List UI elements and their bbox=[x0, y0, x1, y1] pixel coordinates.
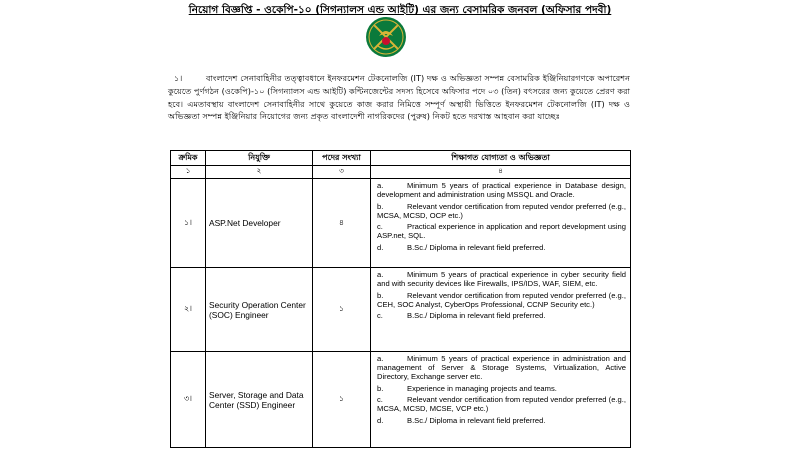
header-post-count: পদের সংখ্যা bbox=[313, 151, 371, 166]
requirement-item: c. Practical experience in application and report development using ASP.net, SQL. bbox=[377, 222, 626, 241]
post-count: ১ bbox=[313, 352, 371, 448]
requirements-cell bbox=[371, 268, 631, 352]
requirement-item: a. Minimum 5 years of practical experience in administration and management of Server & Storage Systems, Virtualization, Active Directory, Exchange server etc. bbox=[377, 354, 626, 381]
row-serial: ৩। bbox=[171, 352, 206, 448]
table-row bbox=[171, 268, 631, 352]
army-emblem-icon bbox=[365, 16, 407, 58]
requirements-cell bbox=[371, 352, 631, 448]
intro-text: বাংলাদেশ সেনাবাহিনীর তত্ত্বাবধানে ইনফরমেশন টেকনোলজি (IT) দক্ষ ও অভিজ্ঞতা সম্পন্ন বেসামরিক ইঞ্জিনিয়ারগণকে অপারেশন কুয়েতে পুর্ণগঠন (ওকেপি)-১০ (সিগন্যালস এন্ড আইটি) কন্টিনজেন্টের সদস্য হিসেবে অফিসার পদে ০৩ (তিন) বৎসরের জন্য কুয়েতে প্রেরণ করা হবে। এমতাবস্থায় বাংলাদেশ সেনাবাহিনীর সাথে কুয়েতে কাজ করার নিমিত্তে সম্পূর্ণ অস্থায়ী ভিত্তিতে ইনফরমেশন টেকনোলজি (IT) দক্ষ ও অভিজ্ঞতা সম্পন্ন ইঞ্জিনিয়ার নিয়োগের জন্য প্রকৃত বাংলাদেশী নাগরিকদের (পুরুষ) নিকট হতে দরখাস্ত আহবান করা যাচ্ছেঃ bbox=[168, 73, 630, 122]
post-name: Server, Storage and Data Center (SSD) Engineer bbox=[206, 352, 313, 448]
table-row bbox=[171, 179, 631, 268]
post-name: ASP.Net Developer bbox=[206, 179, 313, 268]
table-header-row bbox=[171, 151, 631, 166]
requirement-item: a. Minimum 5 years of practical experience in Database design, development and administration using MSSQL and Oracle. bbox=[377, 181, 626, 199]
column-index: ৩ bbox=[313, 166, 371, 179]
column-index: ৪ bbox=[371, 166, 631, 179]
column-index: ২ bbox=[206, 166, 313, 179]
paragraph-number: ১। bbox=[174, 73, 183, 83]
header-serial: ক্রমিক bbox=[171, 151, 206, 166]
post-count: ১ bbox=[313, 268, 371, 352]
notice-title: নিয়োগ বিজ্ঞপ্তি - ওকেপি-১০ (সিগন্যালস এন্ড আইটি) এর জন্য বেসামরিক জনবল (অফিসার পদবী) bbox=[188, 4, 612, 16]
table-row bbox=[171, 352, 631, 448]
row-serial: ১। bbox=[171, 179, 206, 268]
requirement-item: d. B.Sc./ Diploma in relevant field preferred. bbox=[377, 415, 546, 425]
intro-paragraph bbox=[168, 72, 630, 123]
column-index-row bbox=[171, 166, 631, 179]
requirement-item: c. Relevant vendor certification from reputed vendor preferred (e.g., MCSA, MCSD, MCSE, VCP etc.) bbox=[377, 395, 626, 414]
requirement-item: b. Relevant vendor certification from reputed vendor preferred (e.g., CEH, SOC Analyst, CyberOps Professional, CCNP Security etc.) bbox=[377, 290, 626, 309]
requirement-item: a. Minimum 5 years of practical experience in cyber security field and with security devices like Firewalls, IPS/IDS, WAF, SIEM, etc. bbox=[377, 270, 626, 288]
requirement-item: b. Relevant vendor certification from reputed vendor preferred (e.g., MCSA, MCSD, OCP etc.) bbox=[377, 201, 626, 220]
header-appointment: নিযুক্তি bbox=[206, 151, 313, 166]
header-qualification: শিক্ষাগত যোগ্যতা ও অভিজ্ঞতা bbox=[371, 151, 631, 166]
post-name: Security Operation Center (SOC) Engineer bbox=[206, 268, 313, 352]
column-index: ১ bbox=[171, 166, 206, 179]
requirement-item: d. B.Sc./ Diploma in relevant field preferred. bbox=[377, 242, 546, 252]
requirement-item: c. B.Sc./ Diploma in relevant field preferred. bbox=[377, 311, 546, 321]
requirement-item: b. Experience in managing projects and teams. bbox=[377, 383, 557, 393]
requirements-cell bbox=[371, 179, 631, 268]
vacancy-table bbox=[170, 150, 631, 448]
post-count: ৪ bbox=[313, 179, 371, 268]
row-serial: ২। bbox=[171, 268, 206, 352]
